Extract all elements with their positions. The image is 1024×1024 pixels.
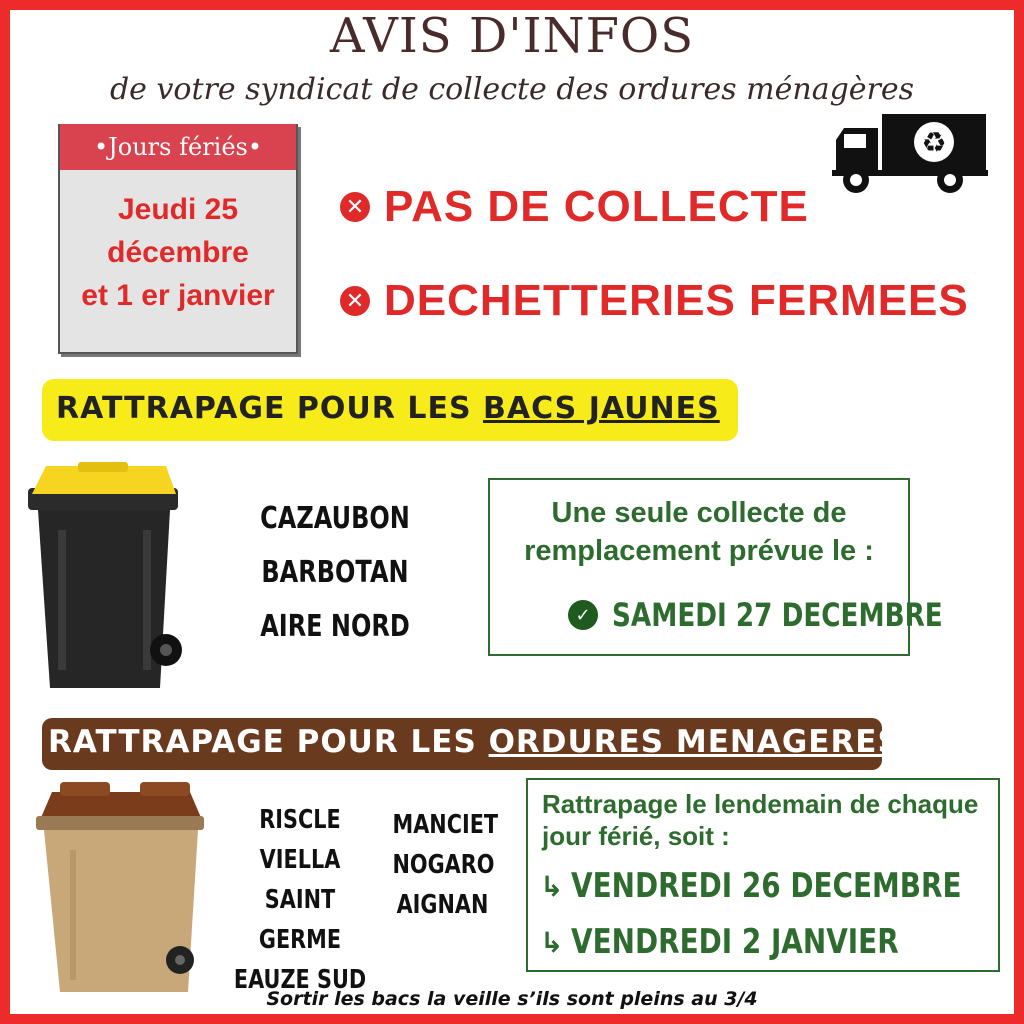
household-date-row (540, 866, 1024, 906)
calendar-line: décembre (107, 236, 249, 269)
arrow-down-right-icon: ↳ (540, 925, 564, 959)
x-circle-icon: ✕ (340, 192, 370, 222)
calendar-dates (60, 188, 296, 317)
replacement-date: SAMEDI 27 DECEMBRE (612, 596, 943, 634)
arrow-down-right-icon: ↳ (540, 869, 564, 903)
x-circle-icon: ✕ (340, 286, 370, 316)
alert-dechetteries-closed (340, 276, 969, 326)
page-title: AVIS D'INFOS (329, 8, 695, 64)
svg-text:♻: ♻ (921, 126, 947, 159)
town-name: SAINT GERME (258, 885, 342, 955)
town-name: EAUZE SUD (233, 965, 367, 995)
town-name: AIRE NORD (260, 609, 410, 644)
banner-prefix: RATTRAPAGE POUR LES (56, 391, 483, 426)
brown-bin-illustration (30, 780, 210, 1002)
box-line: Rattrapage le lendemain de chaque (542, 789, 979, 819)
replacement-date: VENDREDI 2 JANVIER (571, 922, 900, 962)
holiday-calendar-card (58, 124, 298, 354)
banner-emphasis: ORDURES MENAGERES (488, 724, 901, 760)
brown-towns-list-1 (210, 800, 390, 1000)
yellow-bins-banner-text (56, 391, 720, 426)
yellow-replacement-text (492, 494, 906, 570)
alert-text: DECHETTERIES FERMEES (384, 276, 969, 325)
box-line: jour férié, soit : (542, 821, 730, 851)
yellow-bin-illustration (18, 460, 190, 705)
brown-towns-list-2 (380, 805, 505, 925)
calendar-header: •Jours fériés• (60, 124, 296, 170)
alert-no-collection (340, 182, 809, 232)
household-replacement-text (542, 788, 992, 852)
household-date-row (540, 922, 971, 962)
yellow-towns-list (235, 492, 435, 654)
town-name: RISCLE (259, 805, 341, 835)
town-name: NOGARO (392, 850, 495, 880)
yellow-replacement-date-row (568, 596, 1015, 634)
check-circle-icon: ✓ (568, 600, 598, 630)
box-line: Une seule collecte de (551, 497, 847, 529)
banner-emphasis: BACS JAUNES (483, 391, 720, 426)
town-name: BARBOTAN (261, 555, 409, 590)
banner-prefix: RATTRAPAGE POUR LES (48, 724, 489, 760)
household-waste-banner-text (48, 724, 901, 760)
alert-text: PAS DE COLLECTE (384, 182, 809, 231)
calendar-line: Jeudi 25 (117, 193, 239, 226)
town-name: MANCIET (392, 810, 499, 840)
calendar-line: et 1 er janvier (81, 279, 275, 312)
recycling-truck-icon (830, 110, 990, 196)
page-subtitle: de votre syndicat de collecte des ordures ménagères (109, 72, 915, 107)
town-name: AIGNAN (396, 890, 489, 920)
box-line: remplacement prévue le : (524, 535, 874, 567)
footer-note: Sortir les bacs la veille s’ils sont pleins au 3/4 (266, 988, 758, 1010)
replacement-date: VENDREDI 26 DECEMBRE (571, 866, 963, 906)
town-name: CAZAUBON (260, 501, 410, 536)
town-name: VIELLA (259, 845, 341, 875)
